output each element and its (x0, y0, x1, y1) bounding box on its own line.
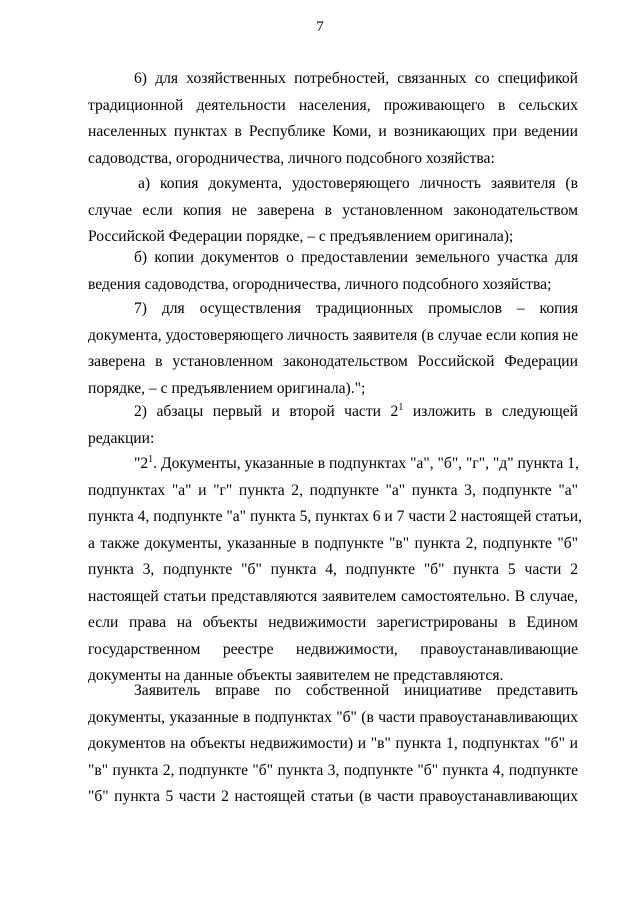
text-line: садоводства, огородничества, личного подсобного хозяйства: (88, 149, 495, 167)
text-line: Российской Федерации порядке, – с предъявлением оригинала); (88, 228, 514, 245)
paragraph-part-2-1 (88, 451, 583, 690)
text-line: "б" пункта 5 части 2 настоящей статьи (в части правоустанавливающих (88, 788, 578, 805)
text-line: 7) для осуществления традиционных промыслов – копия (134, 300, 578, 317)
text-line: а) копия документа, удостоверяющего личность заявителя (в (138, 175, 578, 192)
text-line: населенных пунктах в Республике Коми, и возникающих при ведении (88, 123, 578, 140)
text-line: традиционной деятельности населения, проживающего в сельских (88, 96, 578, 114)
paragraph-item-a (88, 171, 578, 251)
text-line: заверена в установленном законодательством Российской Федерации (88, 353, 578, 370)
text-line: ведения садоводства, огородничества, личного подсобного хозяйства; (88, 275, 552, 293)
text-line: пункта 3, подпункте "б" пункта 4, подпункте "б" пункта 5 части 2 (88, 561, 578, 578)
text-line: документы, указанные в подпунктах "б" (в части правоустанавливающих (88, 708, 578, 726)
text-line: "$2^1$. Документы, указанные в подпунктах "а", "б", "г", "д" пункта 1, (134, 453, 579, 472)
text-line: документов на объекты недвижимости) и "в" пункта 1, подпунктах "б" и (88, 735, 578, 752)
paragraph-item-b (88, 245, 578, 298)
page-number: 7 (316, 19, 324, 35)
text-line: случае если копия не заверена в установленном законодательством (88, 201, 578, 219)
text-line: государственном реестре недвижимости, правоустанавливающие (88, 640, 578, 658)
text-line: если права на объекты недвижимости зарегистрированы в Едином (88, 614, 578, 631)
text-line: б) копии документов о предоставлении земельного участка для (134, 249, 578, 266)
paragraph-household-needs (88, 66, 578, 172)
text-line: документа, удостоверяющего личность заявителя (в случае если копия не (88, 326, 578, 344)
text-line: порядке, – с предъявлением оригинала)."; (88, 379, 366, 397)
text-line: пункта 4, подпункте "а" пункта 5, пунктах 6 и 7 части 2 настоящей статьи, (88, 508, 583, 525)
paragraph-amendment-2 (88, 399, 578, 452)
text-line: документы на данные объекты заявителем не представляются. (88, 667, 504, 684)
paragraph-applicant-right (88, 678, 578, 811)
text-line: 2) абзацы первый и второй части $2^1$ изложить в следующей (134, 401, 578, 420)
text-line: Заявитель вправе по собственной инициативе представить (134, 682, 578, 699)
text-line: подпунктах "а" и "г" пункта 2, подпункте "а" пункта 3, подпункте "а" (88, 481, 578, 499)
text-line: редакции: (88, 429, 155, 447)
text-line: настоящей статьи представляются заявителем самостоятельно. В случае, (88, 587, 578, 605)
text-line: "в" пункта 2, подпункте "б" пункта 3, подпункте "б" пункта 4, подпункте (88, 761, 578, 779)
text-line: а также документы, указанные в подпункте "в" пункта 2, подпункте "б" (88, 534, 578, 552)
text-line: 6) для хозяйственных потребностей, связанных со спецификой (134, 70, 578, 87)
paragraph-traditional-crafts (88, 296, 578, 402)
